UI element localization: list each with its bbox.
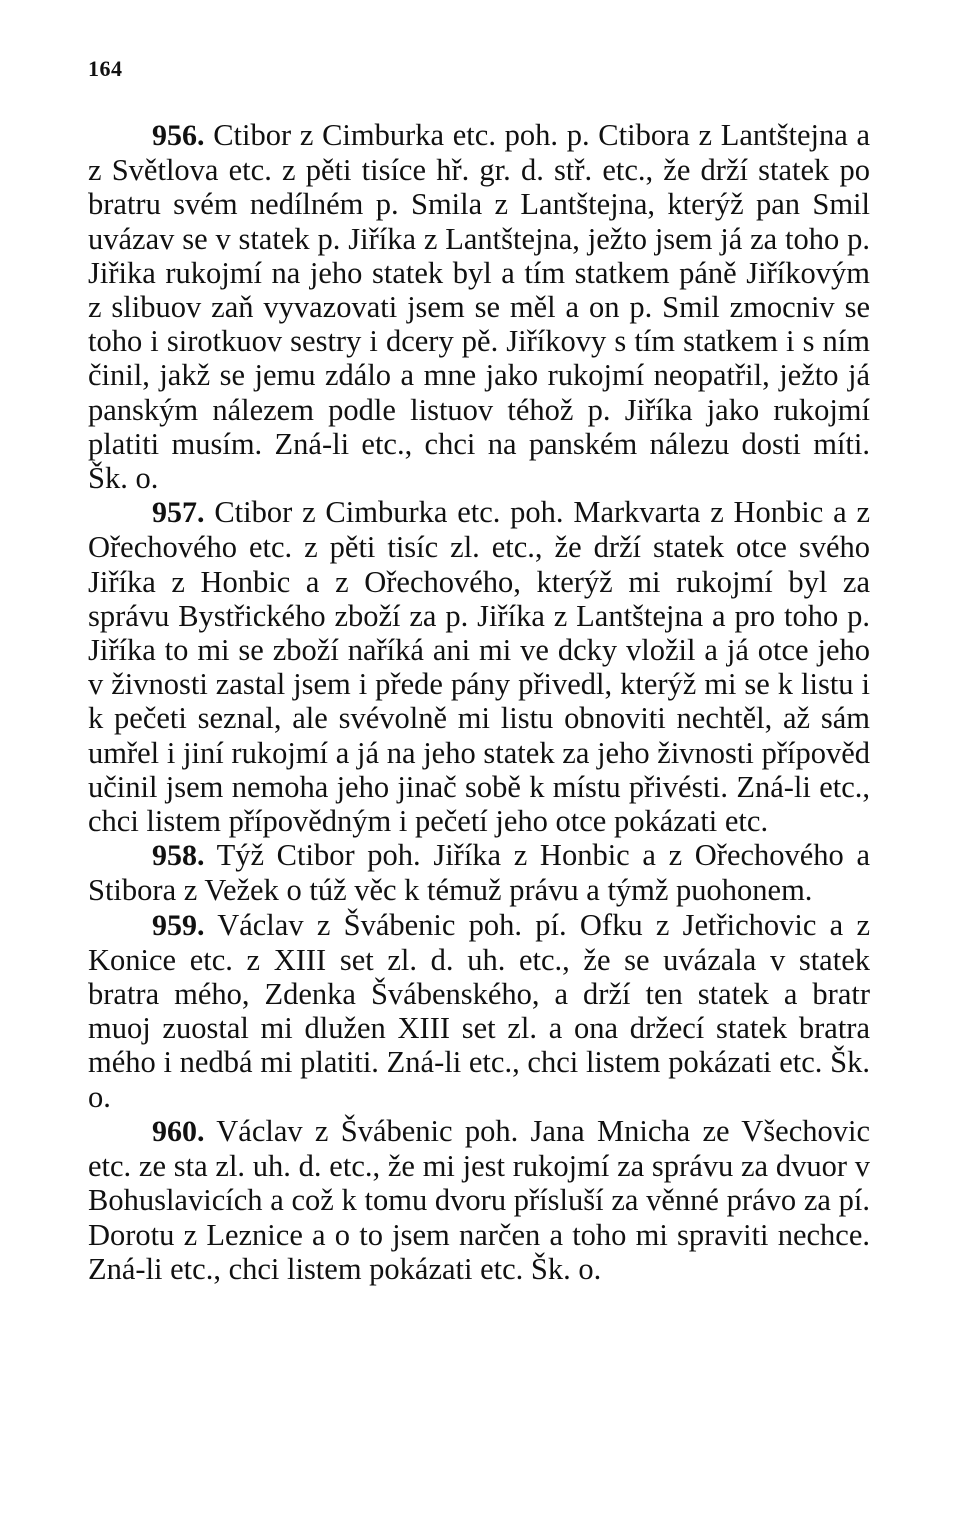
entry-959: [88, 908, 870, 1114]
entry-956: [88, 118, 870, 495]
entry-number: 958.: [152, 839, 205, 873]
entry-text: Týž Ctibor poh. Jiříka z Honbic a z Ořechového a Stibora z Vežek o túž věc k témuž právu a týmž puohonem.: [88, 838, 870, 908]
entry-number: 959.: [152, 908, 205, 942]
entry-number: 957.: [152, 496, 205, 530]
entry-text: Ctibor z Cimburka etc. poh. Markvarta z Honbic a z Ořechového etc. z pěti tisíc zl. etc., že drží statek otce svého Jiříka z Honbic a z Ořechového, kterýž mi rukojmí byl za správu Bystřického zboží za p. Jiříka z Lantštejna a pro toho p. Jiříka to mi se zboží naříká ani mi ve dcky vložil a já otce jeho v živnosti zastal jsem i přede pány přivedl, kterýž mi se k listu i k pečeti seznal, ale svévolně mi listu obnoviti nechtěl, až sám umřel i jiní rukojmí a já na jeho statek za jeho živnosti přípověd učinil jsem nemoha jeho jinač sobě k místu přivésti. Zná-li etc., chci listem přípovědným i pečetí jeho otce pokázati etc.: [88, 495, 871, 839]
entry-text: Václav z Švábenic poh. Jana Mnicha ze Všechovic etc. ze sta zl. uh. d. etc., že mi jest rukojmí za správu za dvuor v Bohuslavicích a což k tomu dvoru přísluší za věnné právo za pí. Dorotu z Leznice a o to jsem narčen a toho mi spraviti nechce. Zná-li etc., chci listem pokázati etc. Šk. o.: [88, 1113, 870, 1286]
entry-text: Václav z Švábenic poh. pí. Ofku z Jetřichovic a z Konice etc. z XIII set zl. d. uh. etc., že se uvázala v statek bratra mého, Zdenka Švábenského, a drží ten statek a bratr muoj zuostal mi dlužen XIII set zl. a ona držecí statek bratra mého i nedbá mi platiti. Zná-li etc., chci listem pokázati etc. Šk. o.: [88, 907, 870, 1114]
entry-958: [88, 838, 870, 907]
page-number: 164: [88, 56, 123, 81]
entry-number: 960.: [152, 1114, 205, 1148]
entry-number: 956.: [152, 119, 205, 152]
document-body: [88, 118, 870, 1286]
entry-957: [88, 495, 870, 838]
entry-960: [88, 1114, 870, 1286]
entry-text: Ctibor z Cimburka etc. poh. p. Ctibora z Lantštejna a z Světlova etc. z pěti tisíce hř. gr. d. stř. etc., že drží statek po bratru svém nedílném p. Smila z Lantštejna, kterýž pan Smil uvázav se v statek p. Jiříka z Lantštejna, ježto jsem já za toho p. Jiřika rukojmí na jeho statek byl a tím statkem páně Jiříkovým z slibuov zaň vyvazovati jsem se měl a on p. Smil zmocniv se toho i sirotkuov sestry i dcery pě. Jiříkovy s tím statkem i s ním činil, jakž se jemu zdálo a mne jako rukojmí neopatřil, ježto já panským nálezem podle listuov téhož p. Jiříka jako rukojmí platiti musím. Zná-li etc., chci na panském nálezu dosti míti. Šk. o.: [88, 118, 870, 496]
